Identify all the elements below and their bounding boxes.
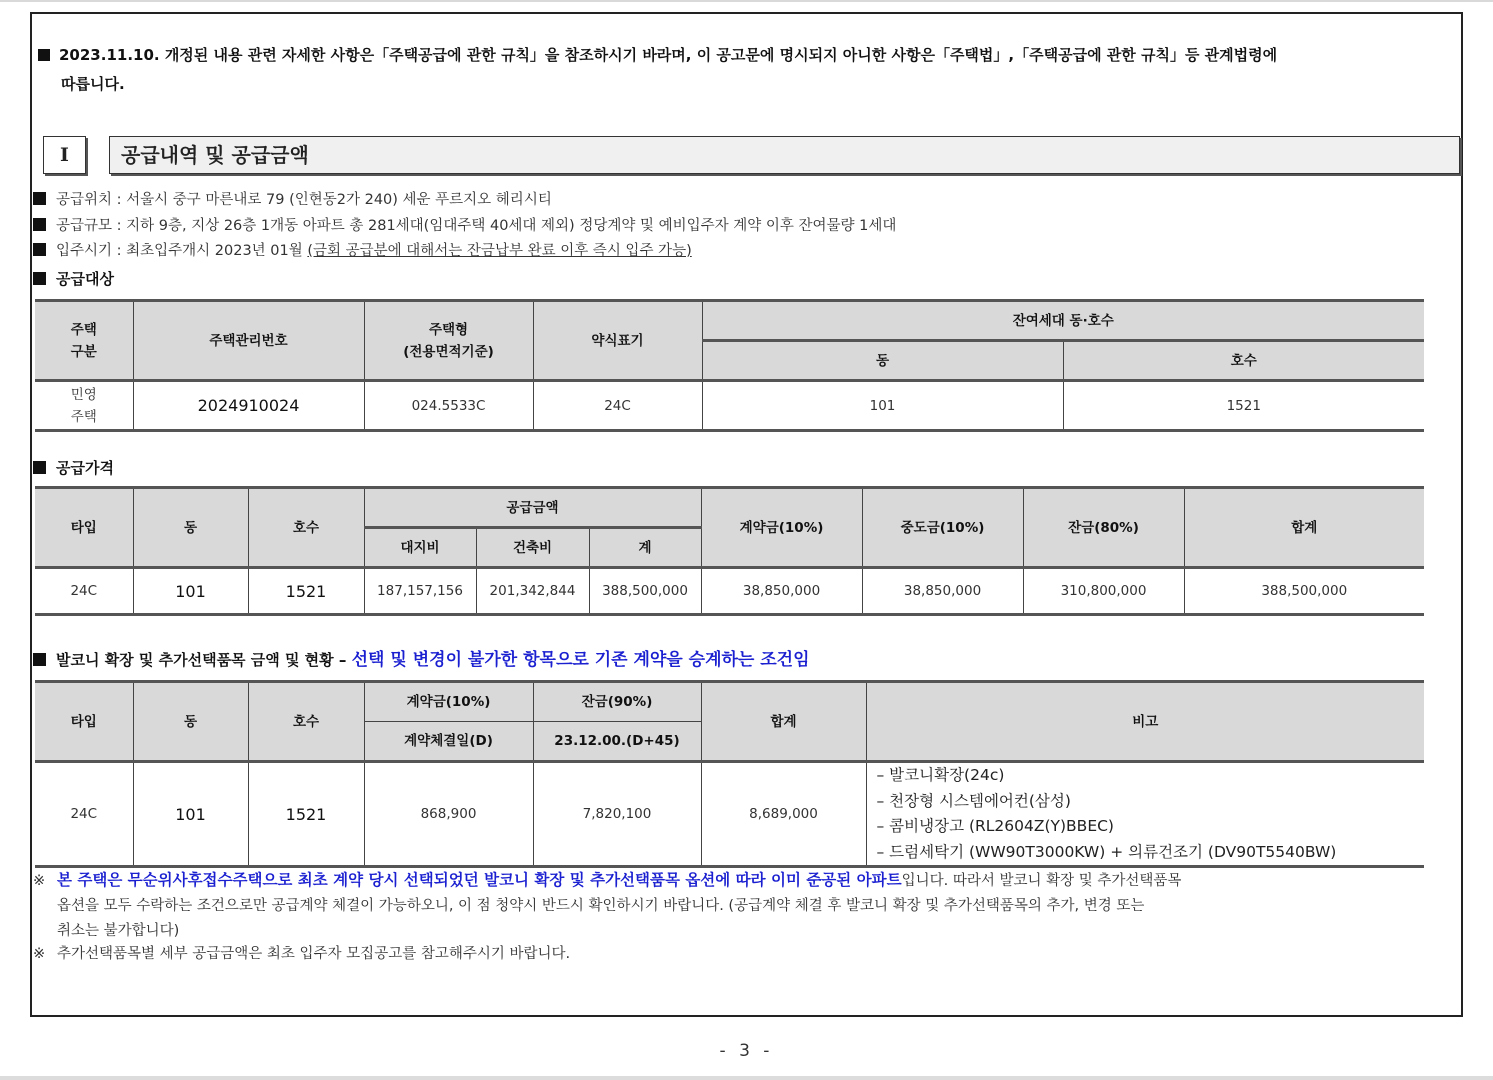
cell-mgmt-no: 2024910024 [133,381,364,431]
bottom-divider [0,1076,1493,1080]
section-title: 공급내역 및 공급금액 [109,136,1460,174]
header-deposit: 계약금(10%) [701,488,862,568]
target-table [35,299,1424,432]
bullet-square-icon [33,653,46,666]
header-land: 대지비 [364,528,476,568]
header-dong: 동 [133,488,248,568]
note-mark: ※ [33,873,46,889]
cell-sum: 388,500,000 [589,568,701,615]
price-heading: 공급가격 [33,458,114,478]
cell-type: 24C [35,762,133,867]
options-table [35,680,1424,868]
page-number: - 3 - [719,1041,774,1061]
top-divider [0,0,1493,2]
header-type: 타입 [35,488,133,568]
cell-dong: 101 [133,568,248,615]
cell-deposit: 38,850,000 [701,568,862,615]
cell-remarks [866,762,1424,867]
cell-housing-type: 024.5533C [364,381,533,431]
header-ho: 호수 [248,682,364,762]
remark-item: – 천장형 시스템에어컨(삼성) [876,791,1071,810]
header-sum: 계 [589,528,701,568]
header-middle: 중도금(10%) [862,488,1023,568]
bullet-square-icon [33,243,46,256]
cell-type: 24C [35,568,133,615]
options-heading-condition: 선택 및 변경이 불가한 항목으로 기존 계약을 승계하는 조건임 [351,650,810,670]
header-total: 합계 [701,682,866,762]
bullet-square-icon [38,49,50,61]
cell-ho: 1521 [248,762,364,867]
price-table [35,486,1424,616]
info-movein: 입주시기 : 최초입주개시 2023년 01월 (금회 공급분에 대해서는 잔금납부 완료 이후 즉시 입주 가능) [33,241,692,261]
header-balance: 잔금(90%) [533,682,701,722]
header-deposit: 계약금(10%) [364,682,533,722]
cell-type: 민영 주택 [35,381,133,431]
header-supply-amount: 공급금액 [364,488,701,528]
cell-building: 201,342,844 [476,568,589,615]
note-mark: ※ [33,946,46,962]
bullet-square-icon [33,461,46,474]
cell-balance: 310,800,000 [1023,568,1184,615]
remark-item: – 드럼세탁기 (WW90T3000KW) + 의류건조기 (DV90T5540BW) [876,842,1337,861]
cell-total: 8,689,000 [701,762,866,867]
remark-item: – 발코니확장(24c) [876,766,1005,784]
header-total: 합계 [1184,488,1424,568]
cell-total: 388,500,000 [1184,568,1424,615]
header-ho: 호수 [1063,341,1424,381]
note-highlight: 본 주택은 무순위사후접수주택으로 최초 계약 당시 선택되었던 발코니 확장 및 추가선택품목 옵션에 따라 이미 준공된 아파트 [57,871,902,889]
note-line-2: 옵션을 모두 수락하는 조건으로만 공급계약 체결이 가능하오니, 이 점 청약시 반드시 확인하시기 바랍니다. (공급계약 체결 후 발코니 확장 및 추가선택품목의 추가, 변경 또는 [57,898,1145,914]
note-line-3: 취소는 불가합니다) [57,923,180,939]
target-heading: 공급대상 [33,269,114,289]
header-dong: 동 [702,341,1063,381]
cell-land: 187,157,156 [364,568,476,615]
table-row [35,762,1424,867]
header-dong: 동 [133,682,248,762]
notice-line-1: 2023.11.10. 개정된 내용 관련 자세한 사항은「주택공급에 관한 규칙」을 참조하시기 바라며, 이 공고문에 명시되지 아니한 사항은「주택법」,「주택공급에 관한 규칙」등 관계법령에 [59,46,1278,64]
header-balance-date: 23.12.00.(D+45) [533,722,701,762]
note-option-prices: ※ 추가선택품목별 세부 공급금액은 최초 입주자 모집공고를 참고해주시기 바랍니다. [33,943,570,965]
header-type: 주택 구분 [35,301,133,381]
remark-item: – 콤비냉장고 (RL2604Z(Y)BBEC) [876,817,1114,835]
notice-line-2: 따릅니다. [61,75,125,93]
header-deposit-date: 계약체결일(D) [364,722,533,762]
movein-note: (금회 공급분에 대해서는 잔금납부 완료 이후 즉시 입주 가능) [307,243,692,259]
options-heading: 발코니 확장 및 추가선택품목 금액 및 현황 – 선택 및 변경이 불가한 항목으로 기존 계약을 승계하는 조건임 [33,650,810,670]
header-balance: 잔금(80%) [1023,488,1184,568]
cell-short: 24C [533,381,702,431]
header-ho: 호수 [248,488,364,568]
header-mgmt-no: 주택관리번호 [133,301,364,381]
bullet-square-icon [33,192,46,205]
cell-balance: 7,820,100 [533,762,701,867]
cell-ho: 1521 [248,568,364,615]
header-type: 타입 [35,682,133,762]
table-row [35,568,1424,615]
notice-paragraph [38,41,1458,99]
header-remarks: 비고 [866,682,1424,762]
cell-middle: 38,850,000 [862,568,1023,615]
section-number: I [43,136,86,174]
header-housing-type: 주택형 (전용면적기준) [364,301,533,381]
info-scale: 공급규모 : 지하 9층, 지상 26층 1개동 아파트 총 281세대(임대주택 40세대 제외) 정당계약 및 예비입주자 계약 이후 잔여물량 1세대 [33,216,896,236]
note-successor-condition: ※ 본 주택은 무순위사후접수주택으로 최초 계약 당시 선택되었던 발코니 확장 및 추가선택품목 옵션에 따라 이미 준공된 아파트입니다. 따라서 발코니 확장 및 추가선택품목 옵션을 모두 수락하는 조건으로만 공급계약 체결이 가능하오니, 이 점 청약시 반드시 확인하시기 바랍니다. (공급계약 체결 후 발코니 확장 및 추가선택품목의 추가, 변경 또는 취소는 불가합니다) [33,868,1443,944]
cell-ho: 1521 [1063,381,1424,431]
bullet-square-icon [33,218,46,231]
cell-dong: 101 [133,762,248,867]
bullet-square-icon [33,272,46,285]
header-short: 약식표기 [533,301,702,381]
cell-dong: 101 [702,381,1063,431]
header-building: 건축비 [476,528,589,568]
table-row [35,381,1424,431]
header-remaining: 잔여세대 동·호수 [702,301,1424,341]
cell-deposit: 868,900 [364,762,533,867]
info-location: 공급위치 : 서울시 중구 마른내로 79 (인현동2가 240) 세운 푸르지오 헤리시티 [33,190,552,210]
